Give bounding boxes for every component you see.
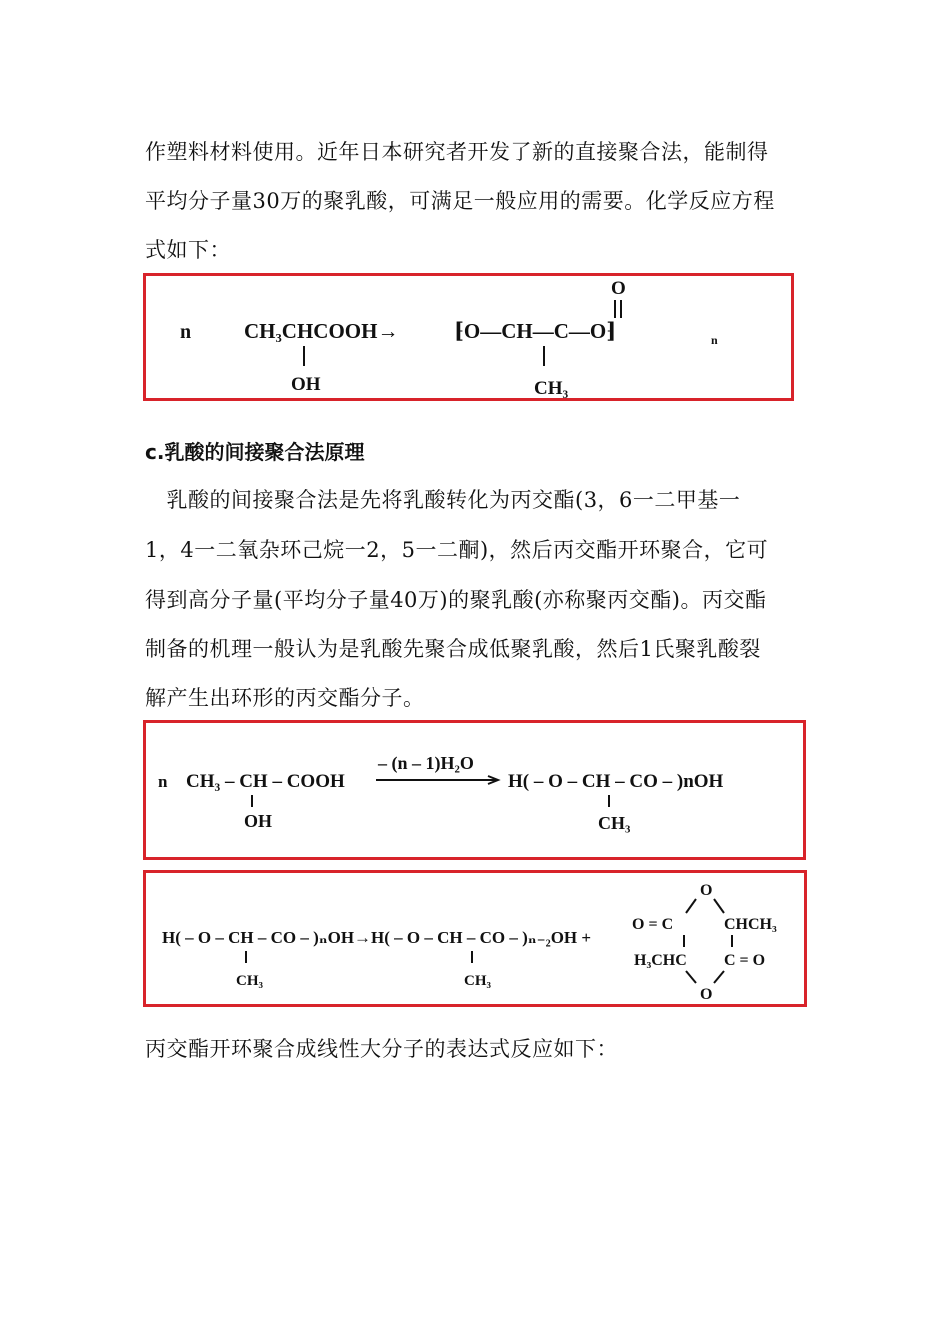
- eq3-ch3-b: CH₃: [464, 973, 491, 989]
- eq3-ring-c2: CHCH₃: [724, 916, 777, 933]
- paragraph-line: 式如下：: [145, 238, 231, 262]
- eq3-left: H( – O – CH – CO – )ₙOH→H( – O – CH – CO – )ₙ₋₂OH +: [162, 928, 592, 947]
- eq2-oh: OH: [244, 811, 273, 831]
- eq3-ring-bond-5: [686, 971, 696, 983]
- paragraph-line: 1，4一二氧杂环己烷一2，5一二酮)，然后丙交酯开环聚合，它可: [145, 538, 769, 562]
- paragraph-line: 平均分子量30万的聚乳酸，可满足一般应用的需要。化学反应方程: [145, 189, 775, 213]
- eq1-ch3: CH₃: [534, 378, 569, 398]
- paragraph-line: 丙交酯开环聚合成线性大分子的表达式反应如下：: [145, 1037, 618, 1061]
- paragraph-line: 解产生出环形的丙交酯分子。: [145, 686, 425, 710]
- eq3-ring-bond-1: [686, 899, 696, 913]
- eq2-over-arrow: – (n – 1)H₂O: [378, 753, 474, 773]
- paragraph-line: 得到高分子量(平均分子量40万)的聚乳酸(亦称聚丙交酯)。丙交酯: [145, 588, 767, 612]
- paragraph-line: 制备的机理一般认为是乳酸先聚合成低聚乳酸，然后1氏聚乳酸裂: [145, 637, 761, 661]
- section-heading: c.乳酸的间接聚合法原理: [145, 440, 365, 464]
- eq2-ch3: CH₃: [598, 813, 631, 833]
- eq3-ch3-a: CH₃: [236, 973, 263, 989]
- eq3-ring-bond-6: [714, 971, 724, 983]
- eq2-reactant: CH₃ – CH – COOH: [186, 771, 345, 792]
- eq1-oh: OH: [291, 374, 321, 395]
- equation-box-lactide-formation: [143, 870, 807, 1007]
- eq3-ring-c1: O = C: [632, 916, 674, 933]
- eq3-ring-o-top: O: [700, 882, 713, 899]
- eq1-subscript-n: n: [711, 333, 718, 347]
- eq3-ring-c4: C = O: [724, 952, 766, 969]
- equation-oligomerization: [146, 723, 803, 857]
- eq3-ring-bond-2: [714, 899, 724, 913]
- eq1-carbonyl-o: O: [611, 278, 626, 299]
- paragraph-line: 乳酸的间接聚合法是先将乳酸转化为丙交酯(3，6一二甲基一: [145, 488, 741, 512]
- equation-lactide-formation: [146, 873, 804, 1004]
- equation-box-direct-polymerization: [143, 273, 794, 401]
- equation-box-oligomerization: [143, 720, 806, 860]
- eq3-ring-c3: H₃CHC: [634, 952, 687, 969]
- eq3-ring-o-bottom: O: [700, 986, 713, 1003]
- eq1-reactant: CH₃CHCOOH→: [244, 319, 399, 343]
- eq2-product: H( – O – CH – CO – )nOH: [508, 771, 724, 792]
- eq1-polymer-unit: ⁅O—CH—C—O⁆: [454, 319, 617, 343]
- equation-direct-polymerization: [146, 276, 791, 398]
- eq2-n: n: [158, 772, 168, 791]
- paragraph-line: 作塑料材料使用。近年日本研究者开发了新的直接聚合法，能制得: [145, 140, 769, 164]
- eq1-n: n: [180, 321, 192, 343]
